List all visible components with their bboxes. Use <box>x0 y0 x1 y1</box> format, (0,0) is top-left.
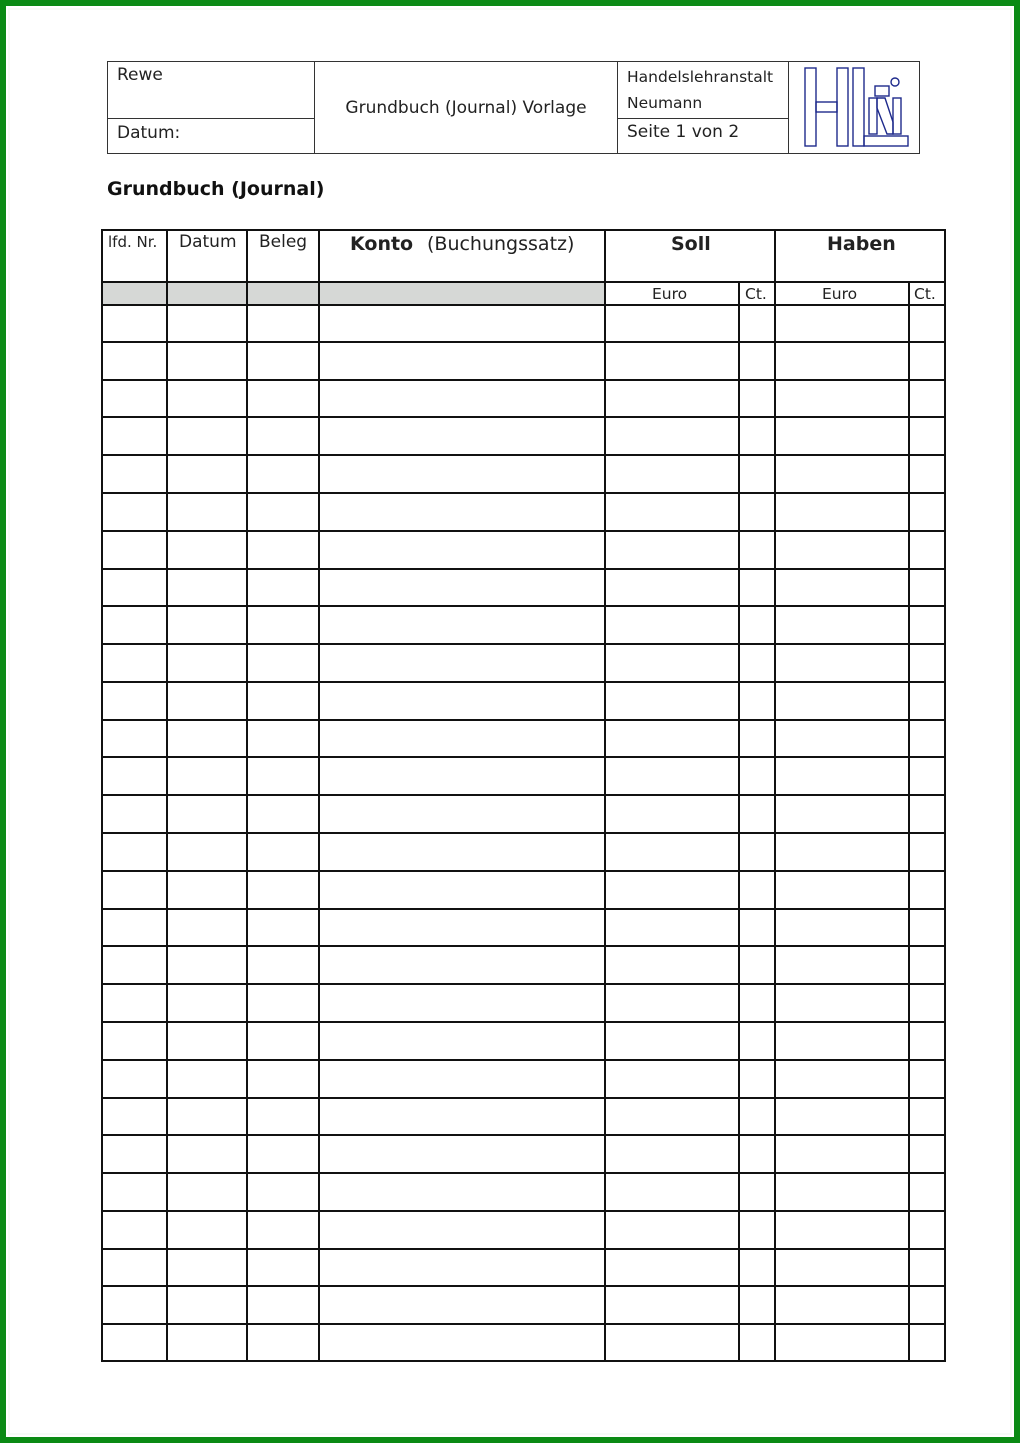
col-header-lfd-nr: lfd. Nr. <box>108 233 158 251</box>
grid-line-vertical <box>738 281 740 1362</box>
journal-table <box>101 229 946 1362</box>
table-row-separator <box>101 1248 946 1250</box>
col-header-soll: Soll <box>671 233 711 255</box>
table-row-separator <box>101 341 946 343</box>
col-header-beleg: Beleg <box>259 232 308 252</box>
page-title: Grundbuch (Journal) <box>107 178 325 200</box>
grid-line-vertical <box>908 281 910 1362</box>
col-header-konto: Konto <box>350 233 414 255</box>
subheader-haben-ct: Ct. <box>914 285 936 303</box>
table-row-separator <box>101 416 946 418</box>
grid-line-horizontal <box>101 281 946 283</box>
institution-line-1: Handelslehranstalt <box>627 68 774 86</box>
subheader-soll-ct: Ct. <box>745 285 767 303</box>
company-name: Rewe <box>108 62 315 119</box>
table-row-separator <box>101 908 946 910</box>
subheader-haben-euro: Euro <box>822 285 858 303</box>
table-row-separator <box>101 492 946 494</box>
col-header-haben: Haben <box>827 233 896 255</box>
table-row-separator <box>101 681 946 683</box>
table-row-separator <box>101 832 946 834</box>
table-row-separator <box>101 1210 946 1212</box>
header-table <box>107 61 920 154</box>
table-row-separator <box>101 1323 946 1325</box>
table-row-separator <box>101 1134 946 1136</box>
table-row-separator <box>101 870 946 872</box>
subheader-soll-euro: Euro <box>652 285 688 303</box>
document-name: Grundbuch (Journal) Vorlage <box>315 62 618 154</box>
table-row-separator <box>101 568 946 570</box>
table-row-separator <box>101 756 946 758</box>
table-row-separator <box>101 1059 946 1061</box>
table-row-separator <box>101 719 946 721</box>
header-shade-bar <box>101 281 605 304</box>
table-row-separator <box>101 983 946 985</box>
hln-logo-icon <box>801 64 913 150</box>
table-row-separator <box>101 1021 946 1023</box>
table-row-separator <box>101 530 946 532</box>
table-row-separator <box>101 605 946 607</box>
logo-cell <box>789 62 919 154</box>
table-row-separator <box>101 794 946 796</box>
institution-name <box>618 62 789 119</box>
table-row-separator <box>101 1360 946 1362</box>
col-header-buchungssatz: (Buchungssatz) <box>427 233 575 255</box>
table-row-separator <box>101 1097 946 1099</box>
col-header-datum: Datum <box>179 232 237 252</box>
table-row-separator <box>101 945 946 947</box>
table-row-separator <box>101 1172 946 1174</box>
table-row-separator <box>101 643 946 645</box>
table-row-separator <box>101 379 946 381</box>
institution-line-2: Neumann <box>627 94 703 112</box>
page-info: Seite 1 von 2 <box>618 119 789 154</box>
date-label: Datum: <box>108 119 315 154</box>
table-row-separator <box>101 1285 946 1287</box>
grid-line-horizontal <box>101 304 946 306</box>
grid-line-horizontal <box>101 229 946 231</box>
table-row-separator <box>101 454 946 456</box>
